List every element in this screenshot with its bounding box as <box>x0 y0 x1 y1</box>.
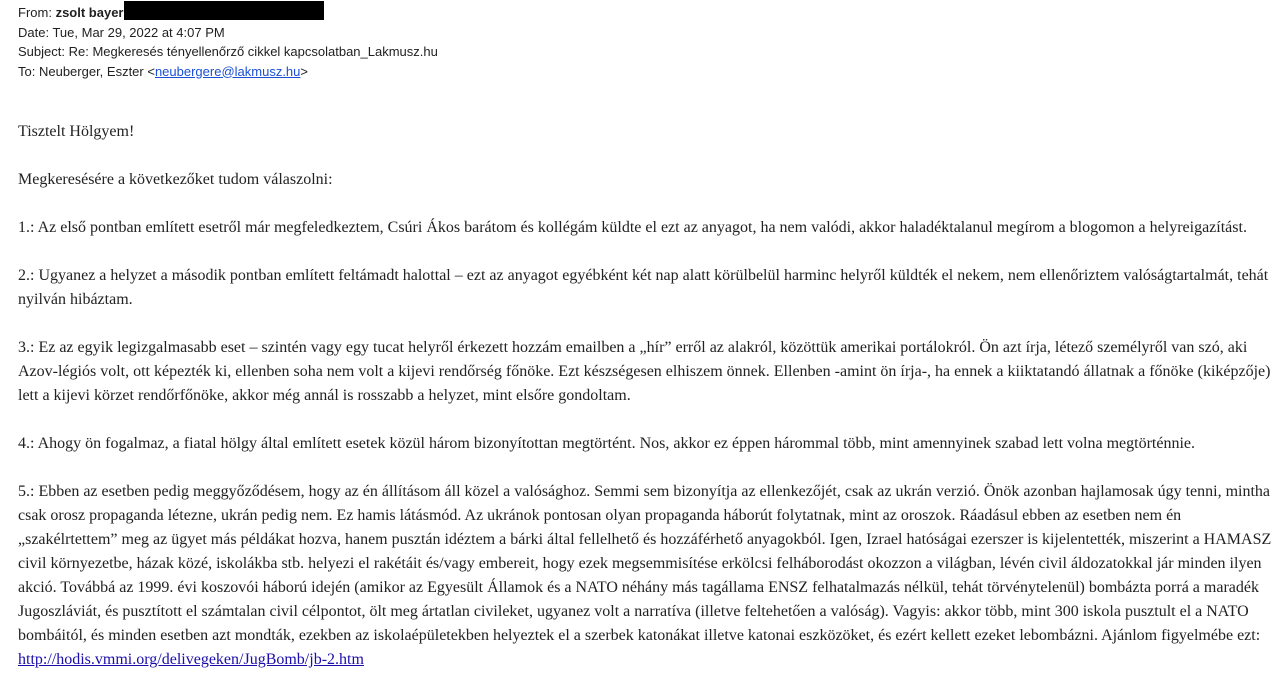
from-row <box>18 3 438 23</box>
date-value: Tue, Mar 29, 2022 at 4:07 PM <box>52 24 225 40</box>
redaction-block <box>124 1 324 20</box>
email-header <box>18 3 438 81</box>
email-body <box>18 120 1274 696</box>
greeting: Tisztelt Hölgyem! <box>18 123 135 140</box>
recipient-close-bracket: > <box>300 63 308 79</box>
subject-row <box>18 42 438 62</box>
sender-name: zsolt bayer <box>55 5 124 20</box>
paragraph-4: 4.: Ahogy ön fogalmaz, a fiatal hölgy által említett esetek közül három bizonyítottan megtörtént. Nos, akkor ez éppen hárommal több, mint amennyinek szabad lett volna megtörténnie. <box>18 435 1195 452</box>
to-label: To: <box>18 63 36 79</box>
recipient-email-link[interactable]: neubergere@lakmusz.hu <box>154 63 301 79</box>
reference-link[interactable]: http://hodis.vmmi.org/delivegeken/JugBomb/jb-2.htm <box>18 651 364 668</box>
intro-paragraph: Megkeresésére a következőket tudom válaszolni: <box>18 171 333 188</box>
to-row <box>18 62 438 82</box>
paragraph-2: 2.: Ugyanez a helyzet a második pontban említett feltámadt halottal – ezt az anyagot egyébként két nap alatt körülbelül harminc helyről küldték el nekem, nem ellenőriztem valóságtartalmát, tehát nyilván hibáztam. <box>18 267 1269 308</box>
paragraph-3: 3.: Ez az egyik legizgalmasabb eset – szintén vagy egy tucat helyről érkezett hozzám emailben a „hír” erről az alakról, közöttük amerikai portálokról. Ön azt írja, létező személyről van szó, aki Azov-légiós volt, ott képezték ki, ellenben soha nem volt a kijevi rendőrség főnöke. Ezt készségesen elhiszem önnek. Ellenben -amint ön írja-, ha ennek a kiiktatandó állatnak a főnöke (kiképzője) lett a kijevi körzet rendőrfőnöke, akkor még annál is rosszabb a helyzet, mint elsőre gondoltam. <box>18 339 1271 404</box>
paragraph-5-text: 5.: Ebben az esetben pedig meggyőződésem, hogy az én állításom áll közel a valósághoz. Semmi sem bizonyítja az ellenkezőjét, csak az ukrán verzió. Önök azonban hajlamosak úgy tenni, mintha csak orosz propaganda létezne, ukrán pedig nem. Ez hamis látásmód. Az ukránok pontosan olyan propaganda háborút folytatnak, mint az oroszok. Ráadásul ebben az esetben nem én „szakélrtettem” meg az ügyet más példákat hozva, hanem pusztán idéztem a bárki által fellelhető és hozzáférhető anyagokból. Igen, Izrael hatóságai ezerszer is kijelentették, miszerint a HAMASZ civil környezetbe, házak közé, iskolákba stb. helyezi el rakétáit és/vagy embereit, hogy ezek megsemmisítése erkölcsi felháborodást okozzon a világban, lévén civil áldozatokkal jár minden ilyen akció. Továbbá az 1999. évi koszovói háború idején (amikor az Egyesült Államok és a NATO néhány más tagállama ENSZ felhatalmazás nélkül, tehát törvénytelenül) bombázta porrá a maradék Jugoszláviát, és pusztított el számtalan civil célpontot, ölt meg ártatlan civileket, ugyanez volt a narratíva (illetve feltehetően a valóság). Vagyis: akkor több, mint 300 iskola pusztult el a NATO bombáitól, és minden esetben azt mondták, ezekben az iskolaépületekben helyeztek el a szerbek katonákat illetve katonai eszközöket, és ezért kellett ezeket lebombázni. Ajánlom figyelmébe ezt: <box>18 483 1272 644</box>
subject-value: Re: Megkeresés tényellenőrző cikkel kapcsolatban_Lakmusz.hu <box>68 44 438 59</box>
date-row <box>18 23 438 43</box>
from-label: From: <box>18 5 52 20</box>
subject-label: Subject: <box>18 44 65 59</box>
date-label: Date: <box>18 24 50 40</box>
paragraph-5 <box>18 480 1274 672</box>
recipient-name: Neuberger, Eszter < <box>38 63 155 79</box>
paragraph-1: 1.: Az első pontban említett esetről már megfeledkeztem, Csúri Ákos barátom és kollégám küldte el ezt az anyagot, ha nem valódi, akkor haladéktalanul megírom a blogomon a helyreigazítást. <box>18 219 1247 236</box>
